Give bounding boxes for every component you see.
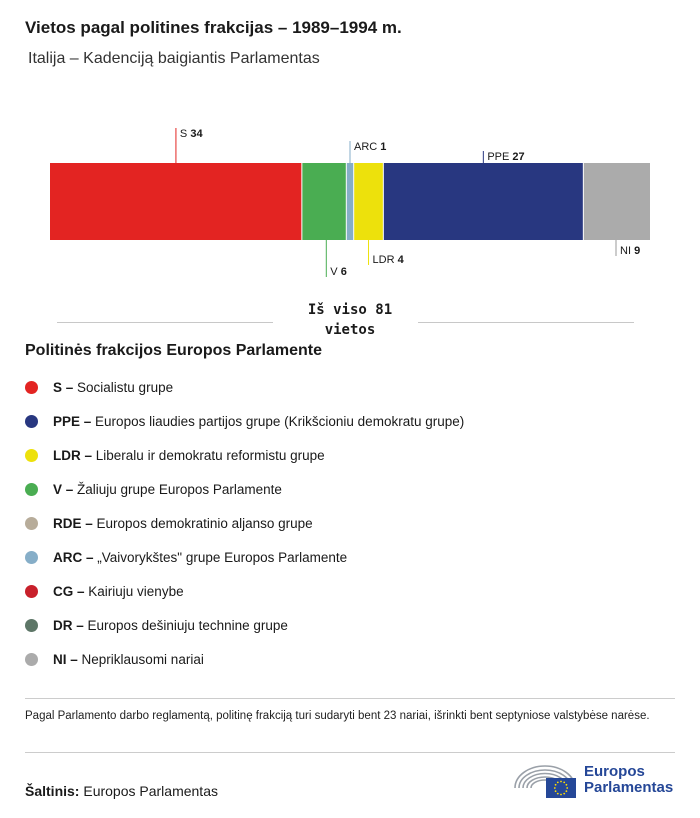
- segment-label-ldr: LDR 4: [372, 254, 404, 266]
- bar-segment-ldr: [354, 163, 384, 240]
- segment-label-arc: ARC 1: [354, 141, 387, 153]
- legend: [25, 370, 464, 676]
- legend-abbr: PPE –: [53, 413, 92, 429]
- bar-segment-ppe: [383, 163, 583, 240]
- source-value: Europos Parlamentas: [83, 783, 218, 799]
- legend-color-dot: [25, 653, 38, 666]
- legend-label: Europos liaudies partijos grupe (Krikšcioniu demokratu grupe): [95, 413, 465, 429]
- legend-item: [25, 404, 464, 438]
- segment-label-v: V 6: [330, 266, 347, 278]
- legend-color-dot: [25, 517, 38, 530]
- source: [25, 783, 218, 799]
- bar-segment-s: [50, 163, 302, 240]
- legend-item: [25, 608, 464, 642]
- footer-divider-top: [25, 698, 675, 699]
- legend-item: [25, 574, 464, 608]
- legend-label: „Vaivorykštes" grupe Europos Parlamente: [97, 549, 348, 565]
- legend-label: Socialistu grupe: [77, 379, 174, 395]
- legend-title: Politinės frakcijos Europos Parlamente: [25, 342, 322, 359]
- legend-color-dot: [25, 585, 38, 598]
- segment-label-s: S 34: [179, 128, 203, 140]
- legend-label: Kairiuju vienybe: [88, 583, 184, 599]
- legend-label: Liberalu ir demokratu reformistu grupe: [95, 447, 325, 463]
- legend-item: [25, 438, 464, 472]
- legend-abbr: DR –: [53, 617, 84, 633]
- legend-item: [25, 370, 464, 404]
- legend-item: [25, 506, 464, 540]
- legend-label: Nepriklausomi nariai: [81, 651, 204, 667]
- logo-line1: Europos: [584, 763, 645, 780]
- legend-abbr: S –: [53, 379, 74, 395]
- legend-color-dot: [25, 381, 38, 394]
- segment-label-ppe: PPE 27: [487, 151, 525, 163]
- logo-text: [584, 764, 673, 796]
- source-label: Šaltinis:: [25, 783, 80, 799]
- segment-label-ni: NI 9: [620, 245, 641, 257]
- legend-color-dot: [25, 449, 38, 462]
- total-seats-line2: vietos: [324, 322, 376, 338]
- total-divider-left: [57, 322, 273, 323]
- legend-abbr: CG –: [53, 583, 85, 599]
- bar-segment-arc: [346, 163, 353, 240]
- legend-color-dot: [25, 483, 38, 496]
- legend-abbr: LDR –: [53, 447, 93, 463]
- chart-subtitle: Italija – Kadenciją baigiantis Parlamentas: [28, 50, 320, 67]
- total-divider-right: [418, 322, 634, 323]
- legend-abbr: ARC –: [53, 549, 94, 565]
- chart-title: Vietos pagal politines frakcijas – 1989–1994 m.: [25, 18, 402, 37]
- legend-label: Europos demokratinio aljanso grupe: [96, 515, 313, 531]
- total-seats-line1: Iš viso 81: [307, 302, 393, 318]
- stacked-bar-chart: [0, 120, 700, 300]
- legend-item: [25, 642, 464, 676]
- parliament-hemicycle-icon: [512, 762, 578, 798]
- legend-label: Žaliuju grupe Europos Parlamente: [77, 481, 282, 497]
- legend-item: [25, 540, 464, 574]
- footer-divider-bottom: [25, 752, 675, 753]
- legend-color-dot: [25, 619, 38, 632]
- logo-line2: Parlamentas: [584, 779, 674, 796]
- legend-abbr: NI –: [53, 651, 78, 667]
- legend-item: [25, 472, 464, 506]
- legend-abbr: V –: [53, 481, 74, 497]
- footnote: Pagal Parlamento darbo reglamentą, politinę frakciją turi sudaryti bent 23 nariai, išrinkti bent septyniose valstybėse narėse.: [25, 710, 650, 722]
- legend-color-dot: [25, 415, 38, 428]
- bar-segment-ni: [583, 163, 650, 240]
- ep-logo: [512, 762, 673, 798]
- total-seats: [275, 300, 425, 340]
- legend-abbr: RDE –: [53, 515, 93, 531]
- legend-label: Europos dešiniuju technine grupe: [87, 617, 288, 633]
- bar-segment-v: [302, 163, 346, 240]
- legend-color-dot: [25, 551, 38, 564]
